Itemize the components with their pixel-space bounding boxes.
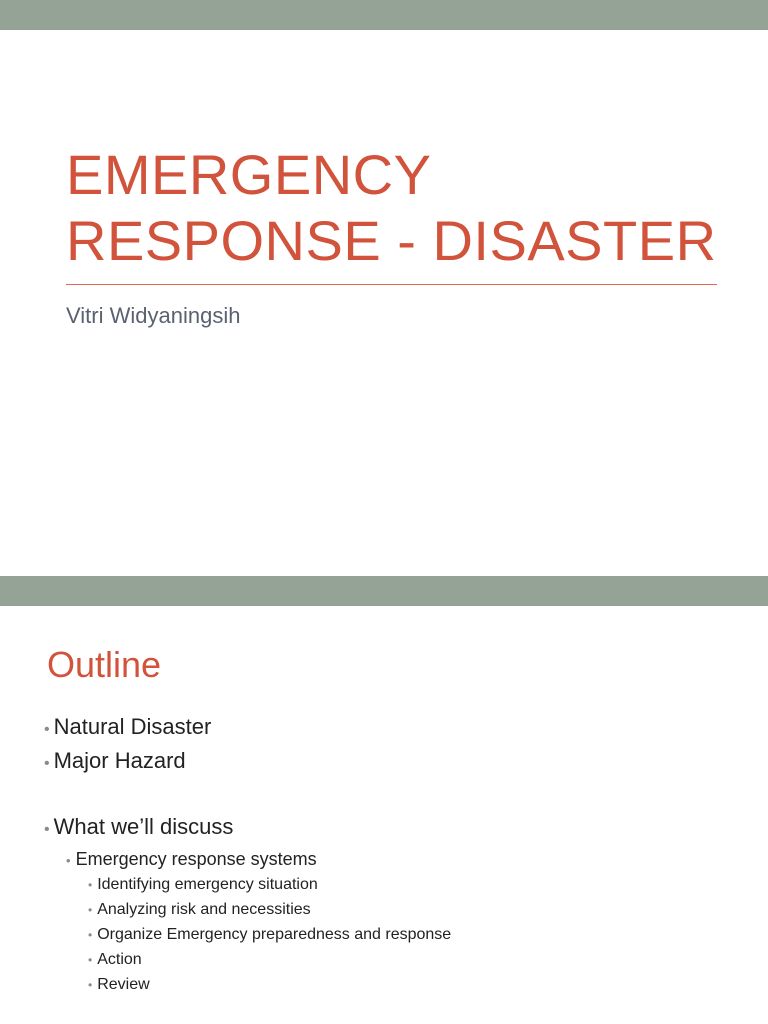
- sub-bullet-item: [66, 849, 317, 870]
- bullet-icon: •: [88, 903, 93, 917]
- sub-sub-bullet-item: [88, 901, 311, 919]
- sub-sub-bullet-item: [88, 951, 142, 969]
- slide-title-line-2: RESPONSE - DISASTER: [66, 209, 717, 272]
- outline-title: Outline: [47, 644, 162, 685]
- sub-sub-bullet-text: Review: [97, 976, 150, 993]
- bullet-icon: •: [44, 755, 50, 772]
- sub-sub-bullet-text: Organize Emergency preparedness and response: [97, 926, 452, 943]
- sub-sub-bullet-text: Action: [97, 951, 142, 968]
- sub-sub-bullet-item: [88, 976, 150, 994]
- bullet-icon: •: [66, 853, 71, 868]
- sub-sub-bullet-text: Identifying emergency situation: [97, 876, 318, 893]
- bullet-item: [44, 814, 233, 840]
- sub-sub-bullet-item: [88, 876, 318, 894]
- bullet-icon: •: [44, 721, 50, 738]
- bullet-text: Major Hazard: [53, 748, 186, 773]
- bullet-icon: •: [88, 878, 93, 892]
- bullet-icon: •: [88, 928, 93, 942]
- bullet-icon: •: [44, 821, 50, 838]
- sub-sub-bullet-text: Analyzing risk and necessities: [97, 901, 311, 918]
- top-band: [0, 0, 768, 30]
- bullet-item: [44, 748, 186, 774]
- slide-title: [66, 142, 717, 274]
- sub-bullet-text: Emergency response systems: [75, 849, 317, 869]
- slide-title-line-1: EMERGENCY: [66, 143, 432, 206]
- bullet-icon: •: [88, 953, 93, 967]
- bullet-icon: •: [88, 978, 93, 992]
- title-divider: [66, 284, 717, 285]
- sub-sub-bullet-item: [88, 926, 451, 944]
- bullet-item: [44, 714, 211, 740]
- title-slide: [0, 30, 768, 576]
- bullet-text: What we’ll discuss: [53, 814, 234, 839]
- outline-slide: [0, 606, 768, 1024]
- slide-subtitle: Vitri Widyaningsih: [66, 303, 241, 328]
- slide-separator-band: [0, 576, 768, 606]
- bullet-text: Natural Disaster: [53, 714, 212, 739]
